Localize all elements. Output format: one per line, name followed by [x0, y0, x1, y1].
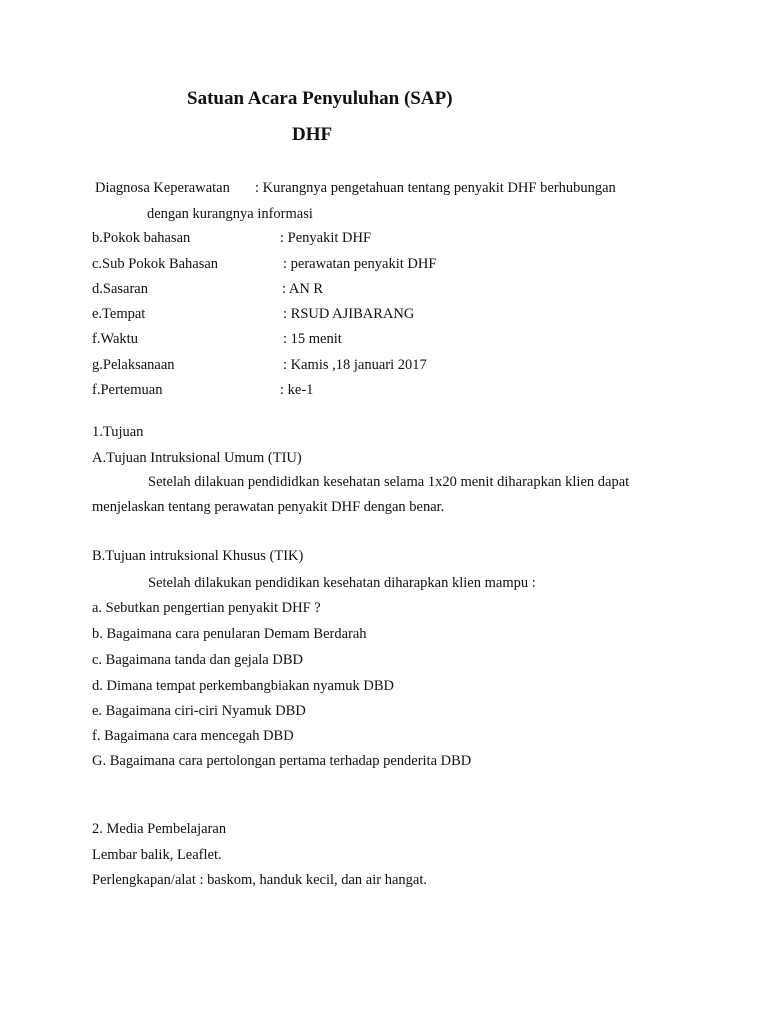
section-heading-media: 2. Media Pembelajaran	[92, 821, 227, 837]
section-heading-tujuan: 1.Tujuan	[92, 424, 144, 440]
tiu-text-line: menjelaskan tentang perawatan penyakit DHF dengan benar.	[92, 499, 445, 515]
info-row-value: : ke-1	[280, 382, 314, 398]
tik-list-item: G. Bagaimana cara pertolongan pertama terhadap penderita DBD	[92, 753, 472, 769]
info-row-label: g.Pelaksanaan	[92, 357, 175, 373]
info-row-label: c.Sub Pokok Bahasan	[92, 256, 219, 272]
info-row-value: : RSUD AJIBARANG	[283, 306, 415, 322]
tik-list-item: a. Sebutkan pengertian penyakit DHF ?	[92, 600, 321, 616]
document-title: Satuan Acara Penyuluhan (SAP)	[187, 88, 453, 109]
tik-list-item: c. Bagaimana tanda dan gejala DBD	[92, 652, 303, 668]
tik-list-item: f. Bagaimana cara mencegah DBD	[92, 728, 294, 744]
media-text-line: Lembar balik, Leaflet.	[92, 847, 222, 863]
tiu-text-line: Setelah dilakuan pendididkan kesehatan selama 1x20 menit diharapkan klien dapat	[148, 474, 630, 490]
info-row-value: : Penyakit DHF	[280, 230, 372, 246]
media-text-line: Perlengkapan/alat : baskom, handuk kecil, dan air hangat.	[92, 872, 428, 888]
info-row-value: : perawatan penyakit DHF	[283, 256, 437, 272]
info-row-label: f.Waktu	[92, 331, 138, 347]
document-subtitle: DHF	[292, 124, 333, 145]
info-row-value: : 15 menit	[283, 331, 342, 347]
diagnosa-value: : Kurangnya pengetahuan tentang penyakit DHF berhubungan	[255, 180, 616, 196]
info-row-label: b.Pokok bahasan	[92, 230, 191, 246]
tik-list-item: b. Bagaimana cara penularan Demam Berdarah	[92, 626, 367, 642]
tiu-heading: A.Tujuan Intruksional Umum (TIU)	[92, 450, 302, 466]
diagnosa-continuation: dengan kurangnya informasi	[147, 206, 313, 222]
info-row-label: f.Pertemuan	[92, 382, 163, 398]
tik-intro: Setelah dilakukan pendidikan kesehatan diharapkan klien mampu :	[148, 575, 536, 591]
diagnosa-label: Diagnosa Keperawatan	[95, 180, 230, 196]
tik-list-item: e. Bagaimana ciri-ciri Nyamuk DBD	[92, 703, 306, 719]
info-row-value: : AN R	[282, 281, 324, 297]
tik-list-item: d. Dimana tempat perkembangbiakan nyamuk DBD	[92, 678, 395, 694]
info-row-label: e.Tempat	[92, 306, 146, 322]
tik-heading: B.Tujuan intruksional Khusus (TIK)	[92, 548, 304, 564]
info-row-label: d.Sasaran	[92, 281, 148, 297]
info-row-value: : Kamis ,18 januari 2017	[283, 357, 427, 373]
